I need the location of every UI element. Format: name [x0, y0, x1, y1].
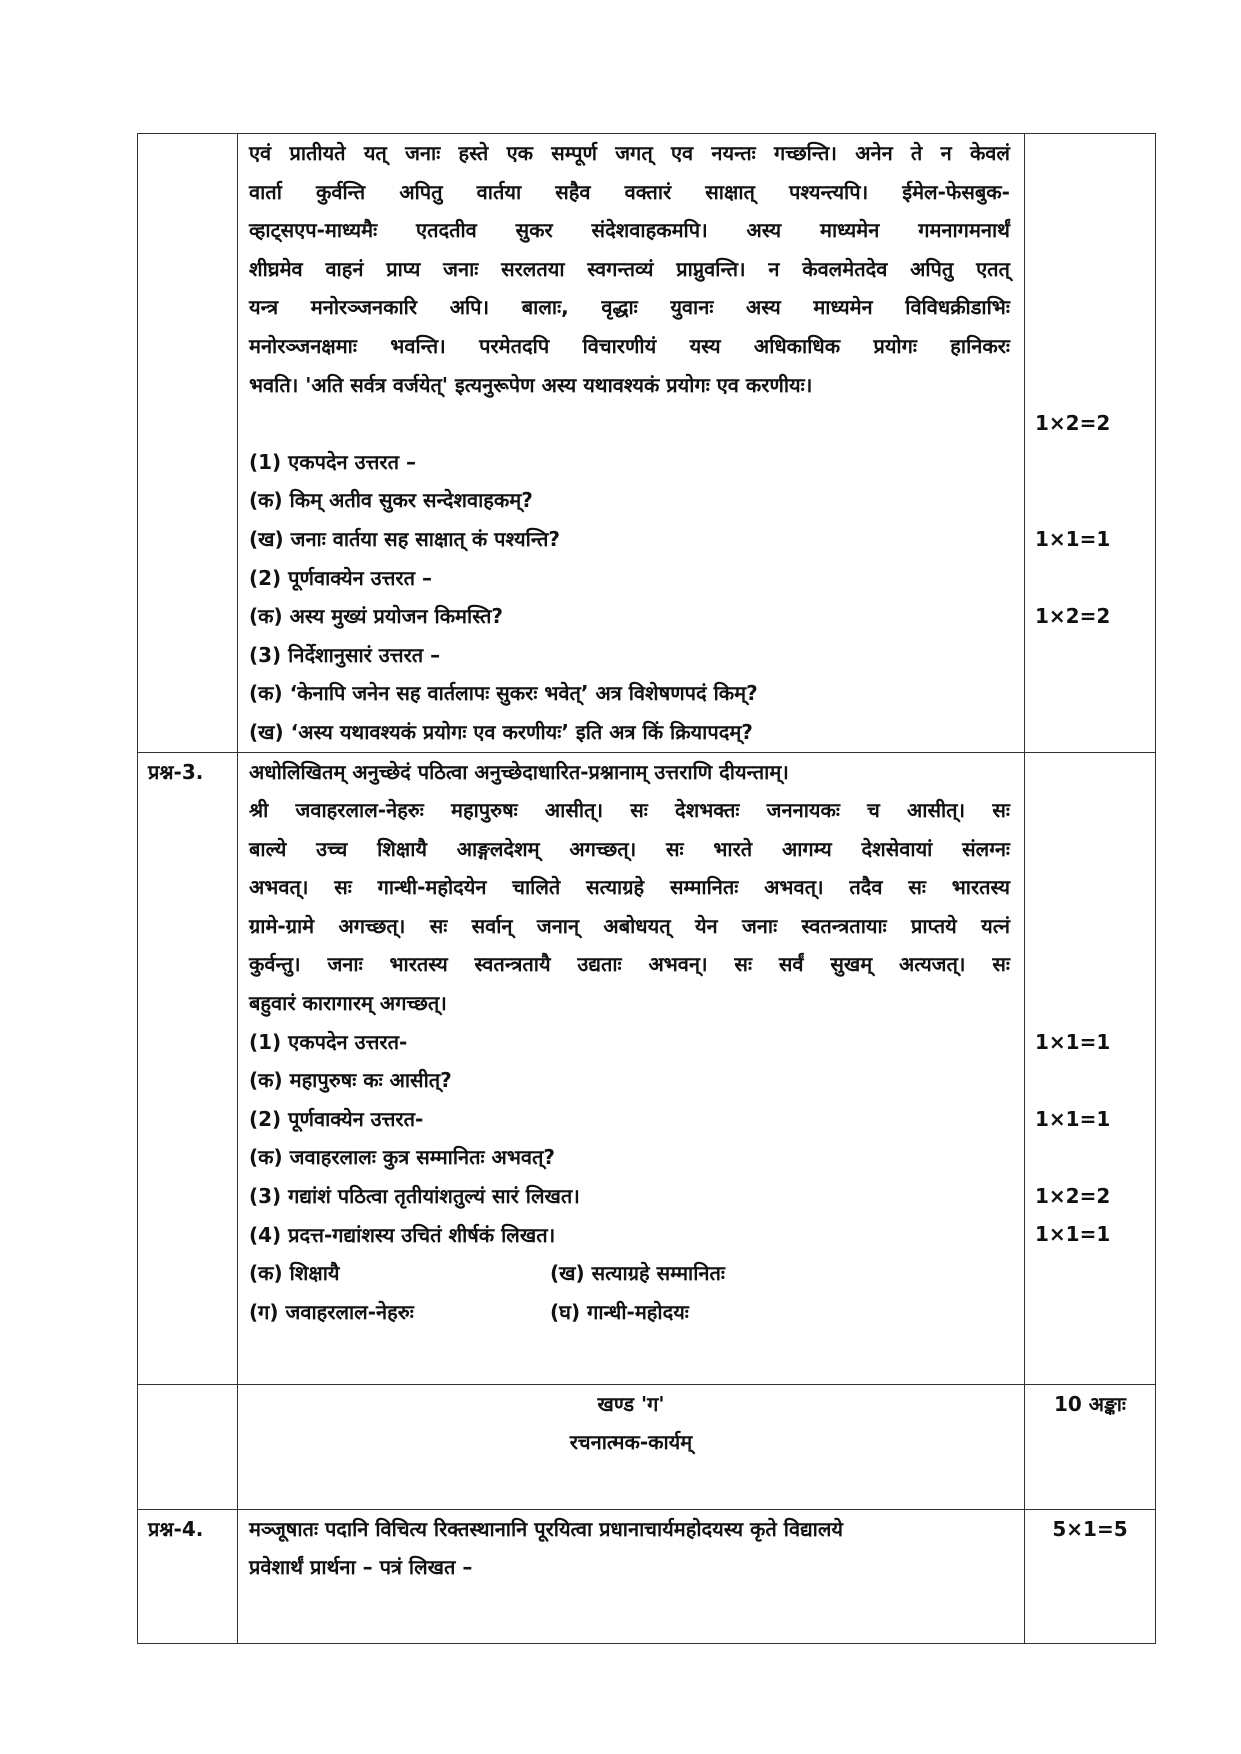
passage-line: श्री जवाहरलाल-नेहरुः महापुरुषः आसीत्। सः देशभक्तः जननायकः च आसीत्। सः: [249, 798, 1010, 823]
passage-cell: [238, 134, 1025, 753]
questions-2: [249, 1023, 1010, 1255]
question-line: (2) पूर्णवाक्येन उत्तरत –: [249, 565, 432, 590]
passage-2: [249, 791, 1010, 1023]
marks-value: 1×1=1: [1035, 1106, 1111, 1131]
section-title: खण्ड 'ग': [597, 1391, 665, 1416]
question-line: (4) प्रदत्त-गद्यांशस्य उचितं शीर्षकं लिखत।: [249, 1222, 556, 1247]
marks-cell: [1025, 1509, 1156, 1643]
section-cell: [238, 1384, 1025, 1509]
question-line: (1) एकपदेन उत्तरत-: [249, 1029, 408, 1054]
passage-line: अभवत्। सः गान्धी-महोदयेन चालिते सत्याग्रहे सम्मानितः अभवत्। तदैव सः भारतस्य: [249, 875, 1010, 900]
question-number: प्रश्न-4.: [148, 1516, 204, 1541]
question-instruction: अधोलिखितम् अनुच्छेदं पठित्वा अनुच्छेदाधारित-प्रश्नानाम् उत्तराणि दीयन्ताम्।: [249, 759, 789, 784]
passage-line: भवति। 'अति सर्वत्र वर्जयेत्' इत्यनुरूपेण अस्य यथावश्यकं प्रयोगः एव करणीयः।: [249, 372, 813, 397]
row-section-heading: [138, 1384, 1156, 1509]
question-cell: [238, 1509, 1025, 1643]
options-row: [249, 1293, 1010, 1332]
passage-line: व्हाट्सएप-माध्यमैः एतदतीव सुकर संदेशवाहकमपि। अस्य माध्यमेन गमनागमनार्थं: [249, 218, 1010, 243]
question-line: (क) महापुरुषः कः आसीत्?: [249, 1068, 452, 1093]
passage-line: वार्ता कुर्वन्ति अपितु वार्तया सहैव वक्तारं साक्षात् पश्यन्त्यपि। ईमेल-फेसबुक-: [249, 179, 1010, 204]
row-question-4: [138, 1509, 1156, 1643]
marks-value: 1×1=1: [1035, 1222, 1111, 1247]
question-line: (क) किम् अतीव सुकर सन्देशवाहकम्?: [249, 488, 533, 513]
question-line: (3) गद्यांशं पठित्वा तृतीयांशतुल्यं सारं लिखत।: [249, 1184, 580, 1209]
question-line: (क) जवाहरलालः कुत्र सम्मानितः अभवत्?: [249, 1145, 555, 1170]
marks-cell: [1025, 134, 1156, 753]
question-number: प्रश्न-3.: [148, 759, 204, 784]
passage-cell: [238, 752, 1025, 1384]
question-line: (क) अस्य मुख्यं प्रयोजन किमस्ति?: [249, 604, 503, 629]
option: (ग) जवाहरलाल-नेहरुः: [249, 1299, 414, 1324]
question-line: प्रवेशार्थं प्रार्थना – पत्रं लिखत –: [249, 1555, 473, 1580]
marks-value: 1×1=1: [1035, 526, 1111, 551]
option: (घ) गान्धी-महोदयः: [550, 1299, 689, 1324]
marks-value: 10 अङ्काः: [1054, 1391, 1126, 1416]
passage-line: बाल्ये उच्च शिक्षायै आङ्गलदेशम् अगच्छत्। सः भारते आगम्य देशसेवायां संलग्नः: [249, 836, 1010, 861]
passage-line: यन्त्र मनोरञ्जनकारि अपि। बालाः, वृद्धाः युवानः अस्य माध्यमेन विविधक्रीडाभिः: [249, 295, 1010, 320]
questions-1: [249, 443, 1010, 752]
marks-cell: [1025, 1384, 1156, 1509]
marks-value: 1×2=2: [1035, 411, 1111, 435]
question-number-cell: [138, 752, 238, 1384]
question-number-cell: [138, 1509, 238, 1643]
row-passage-continued: [138, 134, 1156, 753]
passage-line: शीघ्रमेव वाहनं प्राप्य जनाः सरलतया स्वगन्तव्यं प्राप्नुवन्ति। न केवलमेतदेव अपितु एतत्: [249, 256, 1010, 281]
question-number-cell: [138, 134, 238, 753]
question-line: (क) ‘केनापि जनेन सह वार्तलापः सुकरः भवेत्’ अत्र विशेषणपदं किम्?: [249, 681, 758, 706]
marks-value: 1×1=1: [1035, 1029, 1111, 1054]
option: (ख) सत्याग्रहे सम्मानितः: [550, 1261, 725, 1286]
passage-line: ग्रामे-ग्रामे अगच्छत्। सः सर्वान् जनान् अबोधयत् येन जनाः स्वतन्त्रतायाः प्राप्तये यत्नं: [249, 913, 1010, 938]
question-line: (1) एकपदेन उत्तरत –: [249, 449, 416, 474]
passage-line: एवं प्रातीयते यत् जनाः हस्ते एक सम्पूर्ण जगत् एव नयन्तः गच्छन्ति। अनेन ते न केवलं: [249, 141, 1010, 165]
passage-line: मनोरञ्जनक्षमाः भवन्ति। परमेतदपि विचारणीयं यस्य अधिकाधिक प्रयोगः हानिकरः: [249, 333, 1010, 358]
row-question-3: [138, 752, 1156, 1384]
passage-line: कुर्वन्तु। जनाः भारतस्य स्वतन्त्रतायै उद्यताः अभवन्। सः सर्वं सुखम् अत्यजत्। सः: [249, 952, 1010, 977]
section-subtitle: रचनात्मक-कार्यम्: [569, 1430, 693, 1455]
option: (क) शिक्षायै: [249, 1261, 340, 1286]
question-line: (2) पूर्णवाक्येन उत्तरत-: [249, 1106, 424, 1131]
options-row: [249, 1254, 1010, 1293]
exam-table: [137, 133, 1156, 1644]
marks-cell: [1025, 752, 1156, 1384]
marks-value: 5×1=5: [1052, 1516, 1128, 1541]
question-line: (ख) जनाः वार्तया सह साक्षात् कं पश्यन्ति?: [249, 526, 560, 551]
passage-line: बहुवारं कारागारम् अगच्छत्।: [249, 991, 447, 1016]
marks-value: 1×2=2: [1035, 1183, 1111, 1208]
marks-value: 1×2=2: [1035, 603, 1111, 628]
question-line: मञ्जूषातः पदानि विचित्य रिक्तस्थानानि पूरयित्वा प्रधानाचार्यमहोदयस्य कृते विद्यालये: [249, 1516, 844, 1541]
passage-1: [249, 134, 1010, 404]
question-line: (3) निर्देशानुसारं उत्तरत –: [249, 642, 441, 667]
question-line: (ख) ‘अस्य यथावश्यकं प्रयोगः एव करणीयः’ इति अत्र किं क्रियापदम्?: [249, 719, 753, 744]
question-number-cell: [138, 1384, 238, 1509]
